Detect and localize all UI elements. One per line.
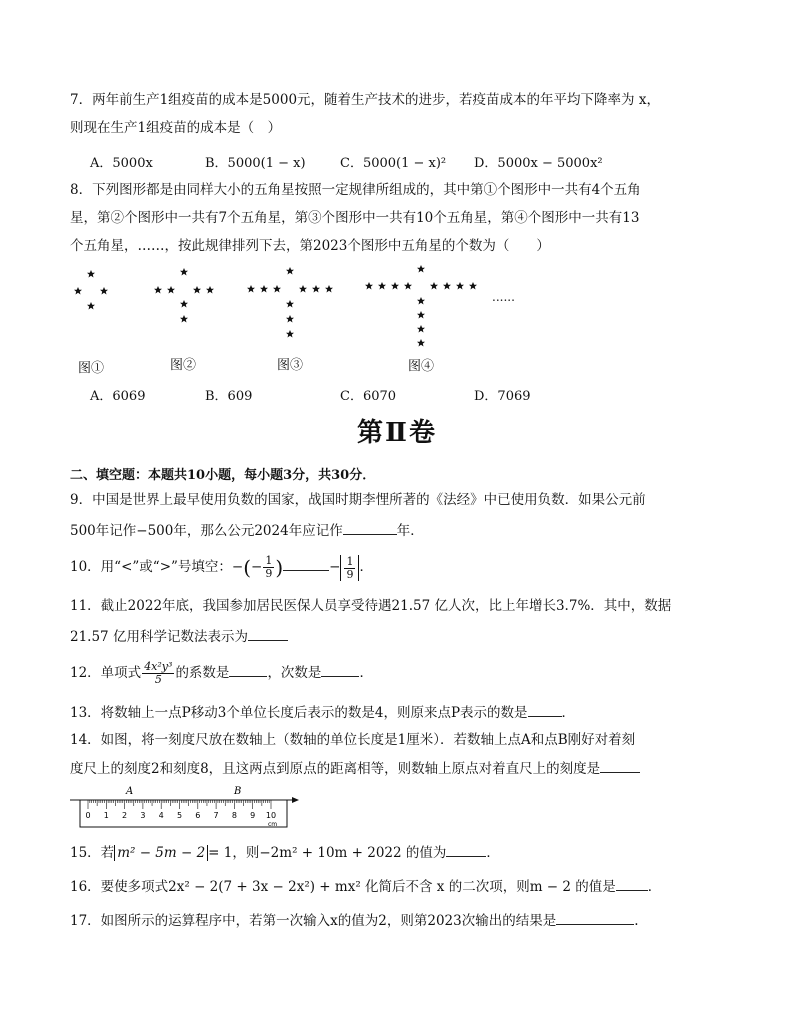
q15-answer-blank[interactable] (446, 842, 486, 857)
q17-answer-blank[interactable] (556, 910, 634, 925)
ruler-tick-label: 0 (85, 811, 91, 820)
q11-line2-text: 21.57 亿用科学记数法表示为 (70, 629, 248, 645)
q15-line (70, 842, 500, 863)
q16-line (70, 876, 661, 897)
q14-line2 (70, 758, 640, 779)
q10-open-paren: ( (243, 555, 252, 580)
q10-line (70, 552, 373, 582)
ruler-unit-label: cm (268, 821, 278, 828)
q10-abs-value (340, 555, 359, 581)
q8-option-a[interactable]: A．6069 (90, 389, 146, 404)
q13-answer-blank[interactable] (528, 702, 562, 717)
q10-neg: − (231, 559, 244, 575)
q16-answer-blank[interactable] (616, 876, 648, 891)
q10-close-paren: ) (275, 555, 284, 580)
q14-line1: 14．如图，将一刻度尺放在数轴上（数轴的单位长度是1厘米）．若数轴上点A和点B刚好对着刻 (70, 732, 636, 748)
q12-mid2: ，次数是 (267, 665, 322, 681)
q10-end: ． (359, 559, 373, 575)
q11-answer-blank[interactable] (248, 626, 288, 641)
q12-line (70, 656, 373, 690)
q13-line (70, 702, 575, 723)
q12-numerator: 4x²y³ (144, 660, 173, 673)
q15-end: ． (486, 845, 500, 861)
figure-2-stars (154, 268, 214, 323)
number-line-arrow-icon (292, 797, 299, 803)
q17-end: . (634, 913, 639, 929)
q10-answer-blank[interactable] (283, 556, 329, 571)
q9-line2 (70, 520, 424, 541)
q7-line2: 则现在生产1组疫苗的成本是（ ） (70, 120, 282, 136)
q11-line1: 11．截止2022年底，我国参加居民医保人员享受待遇21.57 亿人次，比上年增长3.7%．其中，数据 (70, 598, 672, 614)
q9-line2-text: 500年记作−500年，那么公元2024年应记作 (70, 523, 343, 539)
q8-line2: 星，第②个图形中一共有7个五角星，第③个图形中一共有10个五角星，第④个图形中一共有13 (70, 210, 640, 226)
q10-frac1-den: 9 (265, 567, 273, 580)
q16-text: 16．要使多项式2x² − 2(7 + 3x − 2x²) + mx² 化简后不含 x 的二次项，则m − 2 的值是 (70, 879, 616, 895)
q7-option-b[interactable]: B．5000(1 − x) (205, 156, 306, 171)
q15-prefix: 15．若 (70, 845, 115, 861)
q14-line2-text: 度尺上的刻度2和刻度8，且这两点到原点的距离相等，则数轴上原点对着直尺上的刻度是 (70, 761, 601, 777)
q8-line1: 8．下列图形都是由同样大小的五角星按照一定规律所组成的，其中第①个图形中一共有4个五角 (70, 182, 641, 198)
ruler-tick-label: 2 (122, 811, 128, 820)
ruler-tick-label: 4 (158, 811, 164, 820)
ruler-tick-label: 5 (176, 811, 183, 820)
q7-option-d[interactable]: D．5000x − 5000x² (474, 156, 603, 171)
q10-fraction-2 (344, 556, 355, 581)
q12-mid: 的系数是 (175, 665, 230, 681)
q10-frac2-den: 9 (346, 567, 354, 581)
q7-option-a[interactable]: A．5000x (90, 156, 153, 171)
q13-end: ． (561, 705, 576, 721)
q12-prefix: 12．单项式 (70, 665, 142, 681)
q15-mid: = 1，则−2m² + 10m + 2022 的值为 (208, 845, 447, 861)
q7-option-c[interactable]: C．5000(1 − x)² (340, 156, 447, 171)
caption-figure-4: 图④ (408, 359, 435, 374)
ruler-tick-label: 7 (213, 811, 219, 820)
q12-denominator: 5 (154, 673, 162, 686)
q10-prefix: 10．用“<”或“>”号填空： (70, 559, 232, 575)
caption-figure-3: 图③ (277, 358, 304, 373)
ruler-tick-label: 3 (140, 811, 146, 820)
figure-1-stars (74, 270, 108, 310)
point-a-label: A (126, 786, 134, 797)
q8-option-c[interactable]: C．6070 (340, 389, 397, 404)
star-pattern-figures (60, 262, 540, 352)
pattern-continuation-dots: ...... (492, 290, 515, 304)
point-b-label: B (234, 786, 242, 797)
ruler-tick-label: 10 (265, 811, 277, 820)
q11-line2 (70, 626, 288, 647)
ruler-number-line-figure (70, 786, 305, 832)
q10-inner-neg: − (251, 559, 263, 575)
q8-option-b[interactable]: B．609 (205, 389, 253, 404)
q10-frac2-num: 1 (346, 554, 354, 568)
q9-line1: 9．中国是世界上最早使用负数的国家，战国时期李悝所著的《法经》中已使用负数．如果公元前 (70, 492, 646, 508)
ruler-ticks (88, 800, 271, 809)
figure-4-stars (365, 265, 477, 347)
section-2-heading: 二、填空题：本题共10小题，每小题3分，共30分． (70, 468, 376, 483)
q9-line2-end: 年． (396, 523, 424, 539)
ruler-labels (85, 811, 276, 820)
q17-line (70, 910, 639, 931)
caption-figure-2: 图② (170, 358, 197, 373)
q10-frac1-num: 1 (265, 554, 273, 567)
ruler-tick-label: 8 (231, 811, 237, 820)
ruler-body (80, 800, 287, 827)
q15-absolute-expression: m² − 5m − 2 (114, 845, 208, 861)
q12-fraction (142, 661, 174, 686)
q10-fraction-1 (263, 555, 274, 580)
q16-end: ． (647, 879, 662, 895)
figure-3-stars (247, 267, 333, 338)
q8-line3: 个五角星，……，按此规律排列下去，第2023个图形中五角星的个数为（ ） (70, 238, 550, 254)
q17-text: 17．如图所示的运算程序中，若第一次输入x的值为2，则第2023次输出的结果是 (70, 913, 557, 929)
caption-figure-1: 图① (78, 361, 105, 376)
q10-neg2: − (329, 559, 341, 575)
ruler-tick-label: 6 (195, 811, 201, 820)
q7-line1: 7．两年前生产1组疫苗的成本是5000元，随着生产技术的进步，若疫苗成本的年平均下降率为 x， (70, 92, 660, 108)
q12-degree-blank[interactable] (321, 662, 359, 677)
ruler-tick-label: 1 (103, 811, 109, 820)
ruler-tick-label: 9 (250, 811, 256, 820)
q8-option-d[interactable]: D．7069 (474, 389, 531, 404)
q13-text: 13．将数轴上一点P移动3个单位长度后表示的数是4，则原来点P表示的数是 (70, 705, 528, 721)
q9-answer-blank[interactable] (343, 520, 397, 535)
q12-coefficient-blank[interactable] (229, 662, 267, 677)
q12-end: ． (359, 665, 373, 681)
q14-answer-blank[interactable] (600, 758, 640, 773)
volume-ii-title: 第Ⅱ卷 (357, 418, 437, 448)
